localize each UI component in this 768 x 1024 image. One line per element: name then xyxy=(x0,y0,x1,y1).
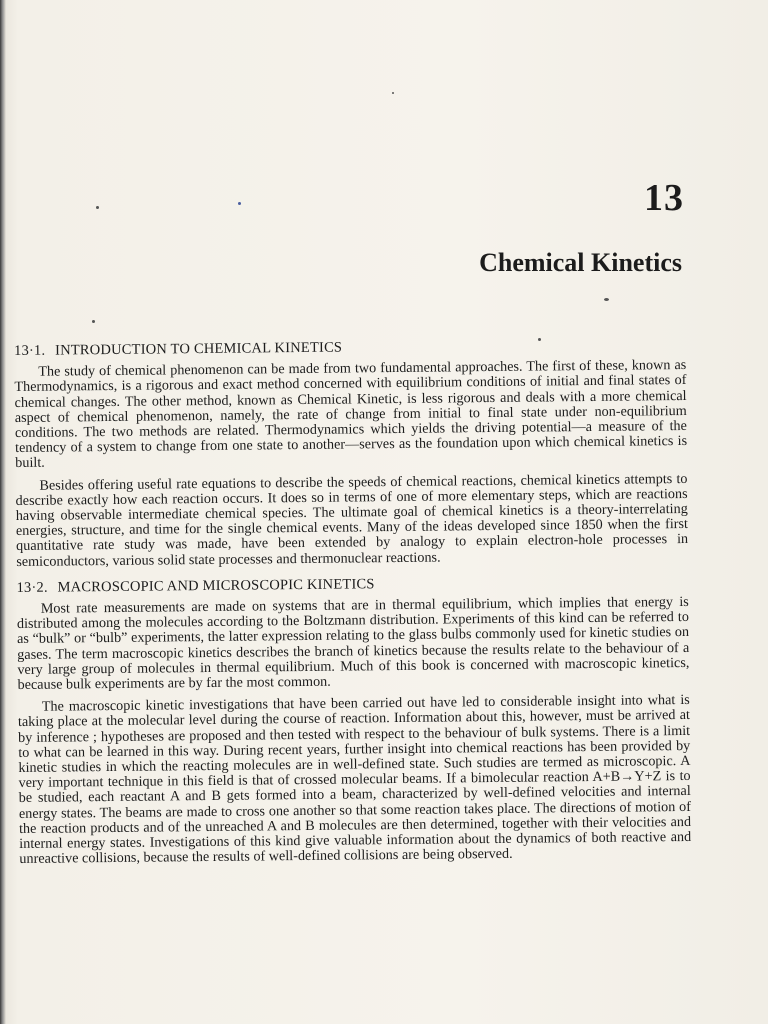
chapter-title: Chemical Kinetics xyxy=(479,248,682,277)
section-heading xyxy=(14,337,686,359)
scan-speck xyxy=(238,202,241,205)
scan-speck xyxy=(96,206,99,209)
paragraph: Besides offering useful rate equations to describe the speeds of chemical reactions, chemical kinetics attempts to describe exactly how each reaction occurs. It does so in terms of one of more elementary steps, which are reactions having observable intermediate chemical species. The ultimate goal of chemical kinetics is a theory-interrelating energies, structure, and time for the single chemical events. Many of the ideas developed since 1850 when the first quantitative rate study was made, have been extended by analogy to explain electron-hole processes in semiconductors, various solid state processes and thermonuclear reactions. xyxy=(15,470,689,570)
section-number: 13·1. xyxy=(13,342,46,359)
paragraph: The macroscopic kinetic investigations that have been carried out have led to considerable insight into what is taking place at the molecular level during the course of reaction. Information about this, however, must be arrived at by inference ; hypotheses are proposed and then tested with respect to the behaviour of bulk systems. There is a limit to what can be learned in this way. During recent years, further insight into chemical reactions has been provided by kinetic studies in which the reacting molecules are in well-defined state. Such studies are termed as microscopic. A very important technique in this field is that of crossed molecular beams. If a bimolecular reaction A+B→Y+Z is to be studied, each reactant A and B gets formed into a beam, characterized by well-defined velocities and internal energy states. The beams are made to cross one another so that some reaction takes place. The directions of motion of the reaction products and of the unreached A and B molecules are then determined, together with their velocities and internal energy states. Investigations of this kind give valuable information about the dynamics of both reactive and unreactive collisions, because the results of well-defined collisions are being observed. xyxy=(17,692,692,868)
section-number: 13·2. xyxy=(16,579,48,596)
chapter-number: 13 xyxy=(644,177,684,219)
section-title: INTRODUCTION TO CHEMICAL KINETICS xyxy=(55,339,343,359)
scan-speck xyxy=(604,298,609,301)
paragraph: The study of chemical phenomenon can be made from two fundamental approaches. The first of these, known as Thermodynamics, is a rigorous and exact method concerned with equilibrium conditions of initial and final states of chemical changes. The other method, known as Chemical Kinetic, is less rigorous and deals with a more chemical aspect of chemical phenomenon, namely, the rate of change from initial to final state under non-equilibrium conditions. The two methods are related. Thermodynamics which yields the driving potential—a measure of the tendency of a system to change from one state to another—serves as the foundation upon which chemical kinetics is built. xyxy=(14,357,688,472)
scan-speck xyxy=(92,320,95,323)
page-edge-shadow xyxy=(0,0,6,1024)
scan-speck xyxy=(392,92,394,94)
section-title: MACROSCOPIC AND MICROSCOPIC KINETICS xyxy=(57,576,375,596)
paragraph: Most rate measurements are made on systems that are in thermal equilibrium, which implies that energy is distributed among the molecules according to the Boltzmann distribution. Experiments of this kind can be referred to as “bulk” or “bulb” experiments, the latter expression relating to the glass bulbs commonly used for kinetic studies on gases. The term macroscopic kinetics describes the branch of kinetics because the results relate to the behaviour of a very large group of molecules in thermal equilibrium. Much of this book is concerned with macroscopic kinetics, because bulk experiments are by far the most common. xyxy=(16,593,690,694)
chapter-body xyxy=(14,337,692,875)
